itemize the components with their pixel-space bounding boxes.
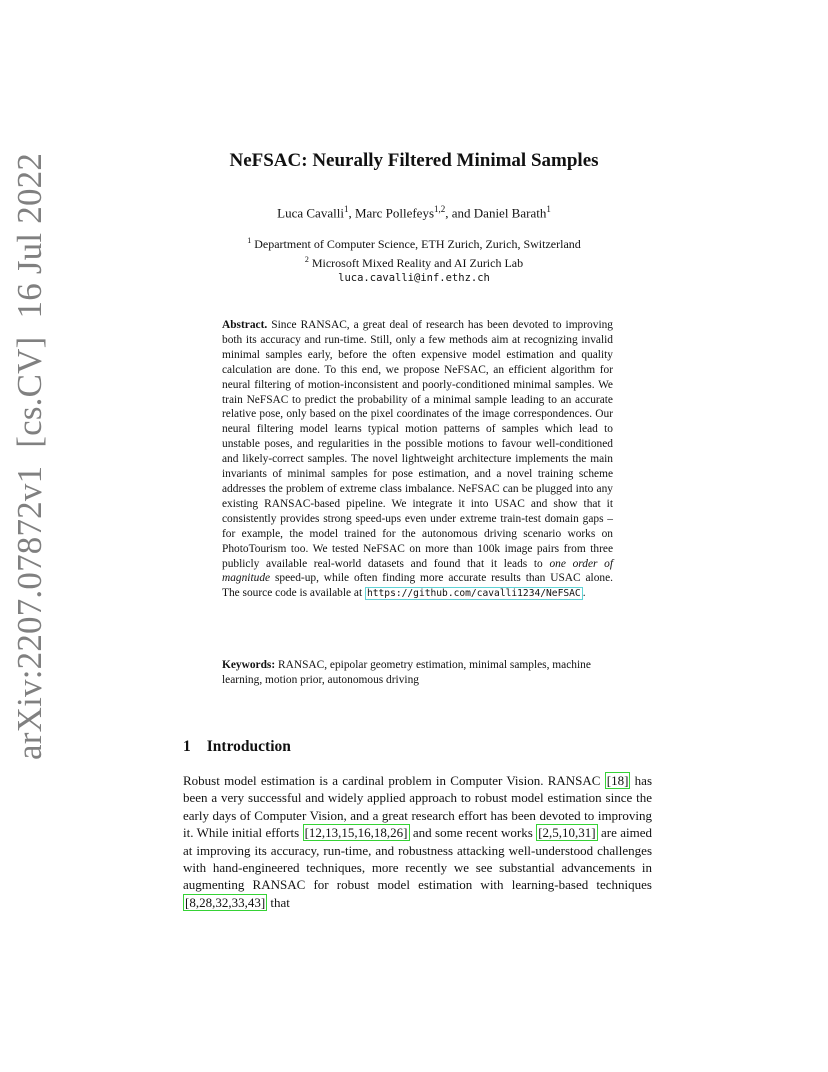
arxiv-stamp — [10, 135, 50, 760]
arxiv-date: 16 Jul 2022 — [10, 152, 49, 319]
section-heading — [183, 738, 291, 756]
keywords-text: RANSAC, epipolar geometry estimation, minimal samples, machine learning, motion prior, autonomous driving — [222, 659, 591, 686]
citation-link[interactable]: [2,5,10,31] — [538, 825, 596, 841]
intro-text: are aimed at improving its accuracy, run-time, and robustness attacking well-understood challenges with hand-engineered techniques, more recently we see substantial advancements in augmenting RANSAC for robust model estimation with learning-based techniques — [183, 825, 653, 893]
intro-text: Robust model estimation is a cardinal problem in Computer Vision. RANSAC — [183, 773, 601, 788]
paper-title: NeFSAC: Neurally Filtered Minimal Samples — [229, 150, 599, 171]
abstract-end: . — [582, 587, 586, 600]
author-name: Daniel Barath — [473, 205, 547, 221]
affiliation-line — [0, 252, 828, 271]
keywords — [222, 658, 613, 688]
intro-text: and some recent works — [412, 825, 533, 841]
affiliation-line — [0, 233, 828, 252]
source-code-link[interactable]: https://github.com/cavalli1234/NeFSAC — [366, 588, 581, 600]
affiliations — [0, 233, 828, 286]
citation-link[interactable]: [8,28,32,33,43] — [185, 894, 266, 910]
citation-link[interactable]: [12,13,15,16,18,26] — [304, 825, 408, 841]
author-affil-mark: 1 — [546, 204, 551, 214]
abstract-emphasis: one order of magnitude — [222, 557, 613, 585]
intro-text: that — [270, 894, 290, 910]
intro-text: has been a very successful and widely applied approach to robust model estimation since the early days of Computer Vision, and a great research effort has been devoted to improving it. While initial efforts — [183, 773, 653, 841]
section-number: 1 — [183, 738, 191, 755]
abstract-text-continued: speed-up, while often finding more accurate results than USAC alone. The source code is available at — [222, 572, 613, 600]
arxiv-category: [cs.CV] — [10, 336, 49, 448]
author-name: Marc Pollefeys — [354, 205, 434, 221]
intro-paragraph — [183, 772, 652, 911]
affiliation-text: Microsoft Mixed Reality and AI Zurich Lab — [311, 256, 524, 270]
affiliation-mark: 1 — [247, 236, 252, 245]
author-affil-mark: 1,2 — [434, 204, 446, 214]
abstract-text: Since RANSAC, a great deal of research has been devoted to improving both its accuracy and run-time. Still, only a few methods aim at recognizing invalid minimal samples early, before the often expensive model estimation and quality calculation are done. To this end, we propose NeFSAC, an efficient algorithm for neural filtering of motion-inconsistent and poorly-conditioned minimal samples. We train NeFSAC to predict the probability of a minimal sample leading to an accurate relative pose, only based on the pixel coordinates of the image correspondences. Our neural filtering model learns typical motion patterns of samples which lead to unstable poses, and regularities in the possible motions to favour well-conditioned and likely-correct samples. The novel lightweight architecture implements the main invariants of minimal samples for pose estimation, and a novel training scheme addresses the problem of extreme class imbalance. NeFSAC can be plugged into any existing RANSAC-based pipeline. We integrate it into USAC and show that it consistently provides strong speed-ups even under extreme train-test domain gaps – for example, the model trained for the autonomous driving scenario works on PhotoTourism too. We tested NeFSAC on more than 100k image pairs from three publicly available real-world datasets and found that it leads to — [222, 319, 613, 570]
arxiv-id: arXiv:2207.07872v1 — [10, 465, 49, 760]
abstract-label: Abstract. — [222, 319, 268, 331]
affiliation-text: Department of Computer Science, ETH Zurich, Zurich, Switzerland — [254, 237, 581, 251]
affiliation-mark: 2 — [304, 255, 309, 264]
keywords-label: Keywords: — [222, 659, 276, 671]
abstract — [222, 318, 613, 602]
author-name: Luca Cavalli — [277, 205, 344, 221]
author-list: Luca Cavalli$^1$, Marc Pollefeys$^{1,2}$, and Daniel Barath$^1$ — [277, 204, 551, 221]
section-title: Introduction — [206, 738, 291, 755]
author-affil-mark: 1 — [343, 204, 349, 214]
author-email[interactable]: luca.cavalli@inf.ethz.ch — [338, 272, 490, 284]
citation-link[interactable]: [18] — [606, 773, 629, 788]
